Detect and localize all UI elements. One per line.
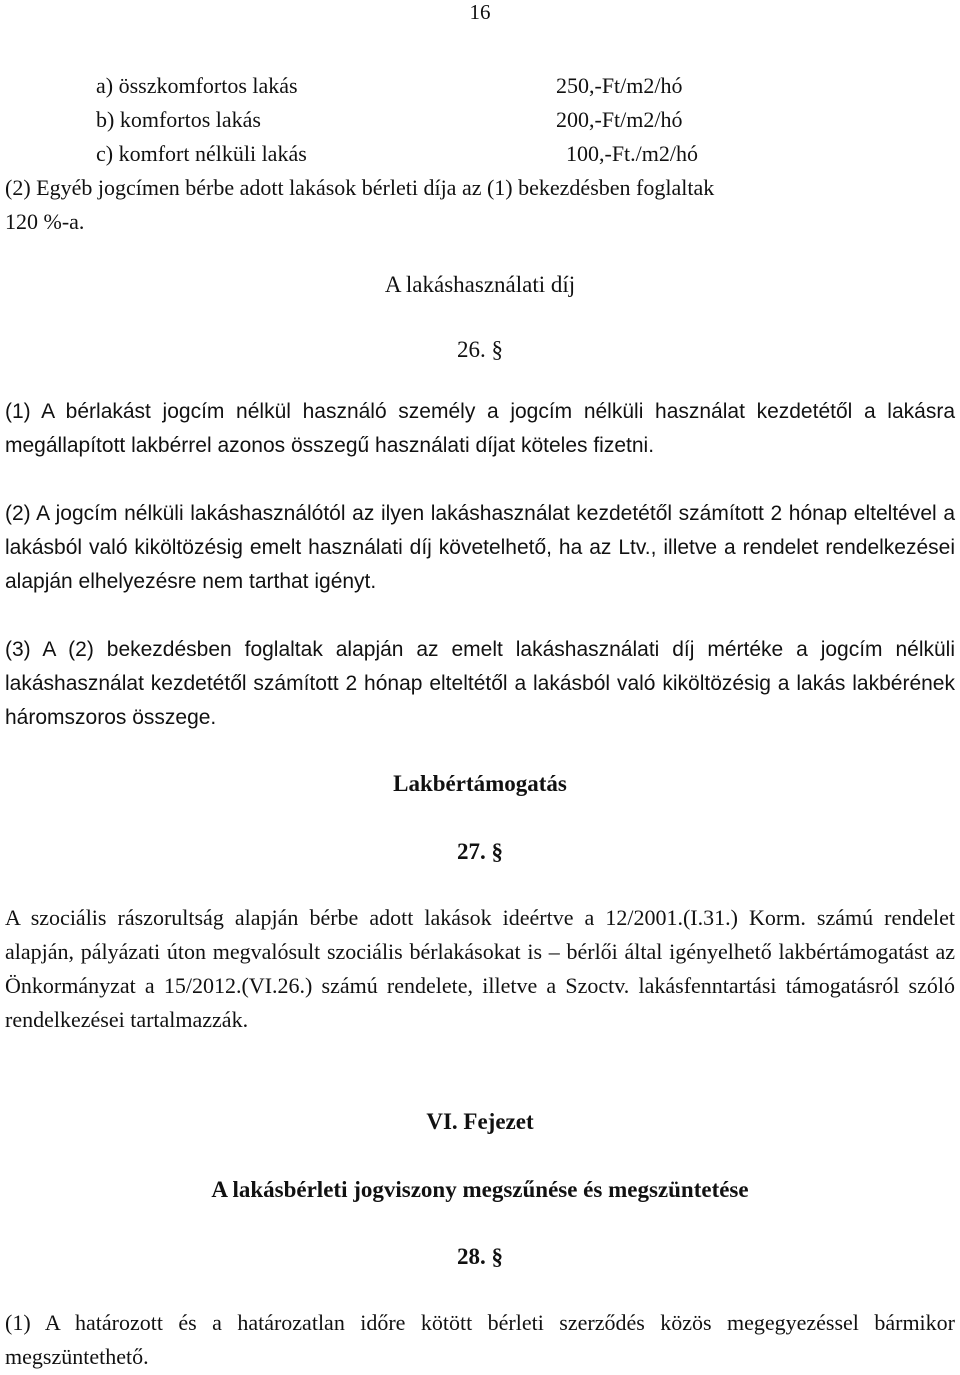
section-27-paragraph: A szociális rászorultság alapján bérbe adott lakások ideértve a 12/2001.(I.31.) Korm. számú rendelet alapján, pályázati úton megvalósult szociális bérlakásokat is – bérlői által igényelhető lakbértámogatást az Önkormányzat a 15/2012.(VI.26.) számú rendelete, illetve a Szoctv. lakásfenntartási támogatásról szóló rendelkezései tartalmazzák. <box>5 905 955 1032</box>
paragraph-2-rent <box>5 171 955 239</box>
section-28-paragraph-1: (1) A határozott és a határozatlan időre kötött bérleti szerződés közös megegyezéssel bármikor megszüntethető. <box>5 1310 955 1369</box>
section-26-paragraph-3: (3) A (2) bekezdésben foglaltak alapján az emelt lakáshasználati díj mértéke a jogcím nélküli lakáshasználat kezdetétől számított 2 hónap elteltétől a lakásból való kiköltözésig a lakás lakbérének háromszoros összege. <box>5 638 955 729</box>
section-26-paragraph-1: (1) A bérlakást jogcím nélkül használó személy a jogcím nélküli használat kezdetétől a lakásra megállapított lakbérrel azonos összegű használati díjat köteles fizetni. <box>5 400 955 457</box>
heading-rent-support: Lakbértámogatás <box>393 771 567 796</box>
rate-name: a) összkomfortos lakás <box>96 73 298 98</box>
section-26-paragraph-2: (2) A jogcím nélküli lakáshasználótól az ilyen lakáshasználat kezdetétől számított 2 hónap elteltével a lakásból való kiköltözésig emelt használati díj követelhető, ha az Ltv., illetve a rendelet rendelkezései alapján elhelyezésre nem tarthat igényt. <box>5 502 955 593</box>
section-26-title: 26. § <box>457 337 503 362</box>
rate-name: b) komfortos lakás <box>96 107 261 132</box>
rate-name: c) komfort nélküli lakás <box>96 141 307 166</box>
section-28-title: 28. § <box>457 1244 503 1269</box>
rate-value: 250,-Ft/m2/hó <box>556 73 683 98</box>
rate-row <box>96 137 756 171</box>
section-27-title: 27. § <box>457 839 503 864</box>
chapter-title: A lakásbérleti jogviszony megszűnése és megszüntetése <box>211 1177 749 1202</box>
rate-row <box>96 103 756 137</box>
paragraph-line: (2) Egyéb jogcímen bérbe adott lakások bérleti díja az (1) bekezdésben foglaltak <box>5 175 715 200</box>
paragraph-line: 120 %-a. <box>5 209 85 234</box>
chapter-label: VI. Fejezet <box>426 1109 534 1134</box>
rate-value: 100,-Ft./m2/hó <box>566 141 699 166</box>
rate-row <box>96 69 756 103</box>
page-number: 16 <box>469 0 491 24</box>
rate-value: 200,-Ft/m2/hó <box>556 107 683 132</box>
heading-usage-fee: A lakáshasználati díj <box>384 272 576 297</box>
